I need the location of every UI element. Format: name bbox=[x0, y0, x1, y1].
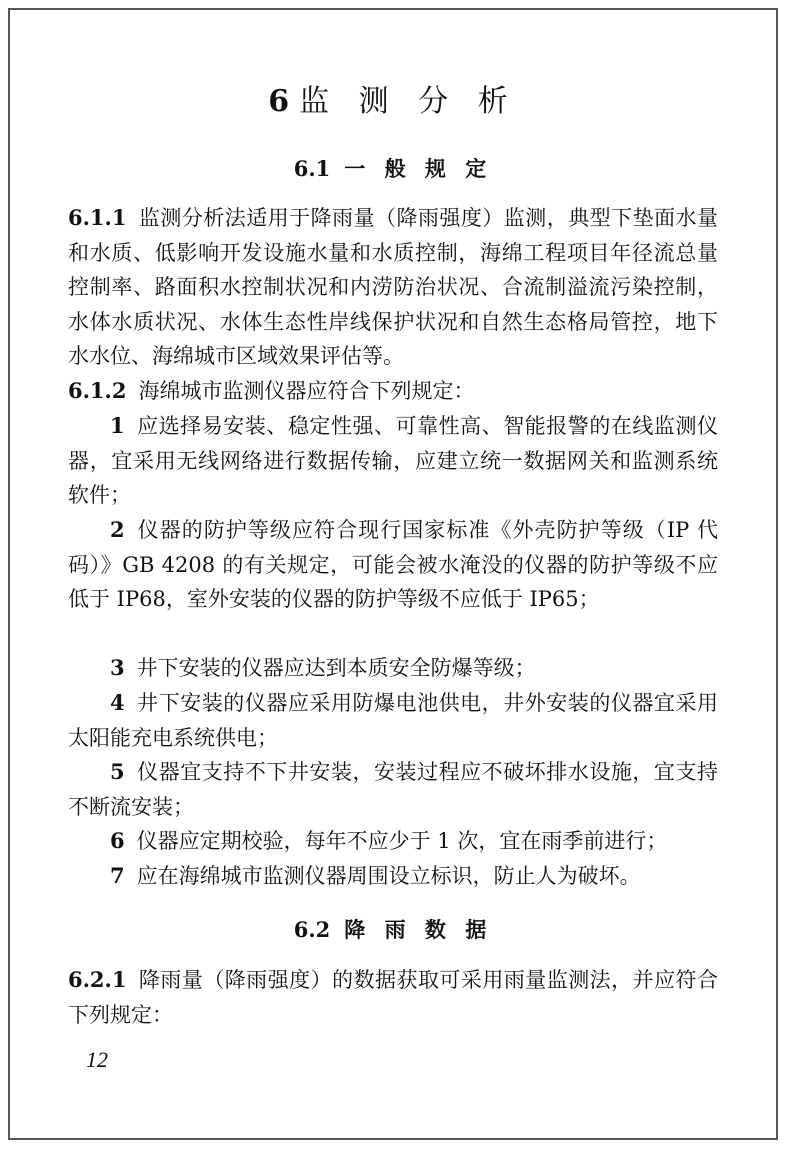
item-text: 应在海绵城市监测仪器周围设立标识，防止人为破坏。 bbox=[136, 864, 641, 888]
item-text: 仪器应定期校验，每年不应少于 1 次，宜在雨季前进行； bbox=[136, 829, 668, 853]
item-number: 6 bbox=[110, 828, 125, 853]
list-item-6 bbox=[68, 824, 718, 859]
item-number: 2 bbox=[110, 517, 125, 542]
list-item-1 bbox=[68, 409, 718, 513]
clause-number: 6.1.2 bbox=[68, 378, 127, 403]
list-item-4 bbox=[68, 686, 718, 755]
clause-number: 6.1.1 bbox=[68, 205, 127, 230]
item-text: 应选择易安装、稳定性强、可靠性高、智能报警的在线监测仪器，宜采用无线网络进行数据传输，应建立统一数据网关和监测系统软件； bbox=[68, 414, 718, 508]
clause-text: 海绵城市监测仪器应符合下列规定： bbox=[138, 379, 475, 403]
item-number: 3 bbox=[110, 655, 125, 680]
section-title-text: 一 般 规 定 bbox=[344, 156, 493, 181]
clause-6-1-1 bbox=[68, 201, 718, 374]
item-number: 5 bbox=[110, 759, 125, 784]
chapter-title bbox=[68, 82, 718, 122]
clause-text: 监测分析法适用于降雨量（降雨强度）监测，典型下垫面水量和水质、低影响开发设施水量和水质控制，海绵工程项目年径流总量控制率、路面积水控制状况和内涝防治状况、合流制溢流污染控制，水体水质状况、水体生态性岸线保护状况和自然生态格局管控，地下水水位、海绵城市区域效果评估等。 bbox=[68, 206, 718, 369]
clause-6-2-1 bbox=[68, 963, 718, 1032]
clause-text: 降雨量（降雨强度）的数据获取可采用雨量监测法，并应符合下列规定： bbox=[68, 968, 718, 1027]
list-item-7 bbox=[68, 859, 718, 894]
section-title-text: 降 雨 数 据 bbox=[344, 917, 493, 942]
clause-number: 6.2.1 bbox=[68, 967, 127, 992]
item-number: 1 bbox=[110, 413, 125, 438]
section-heading-6-2 bbox=[68, 915, 718, 945]
item-text: 仪器的防护等级应符合现行国家标准《外壳防护等级（IP 代码）》GB 4208 的有关规定，可能会被水淹没的仪器的防护等级不应低于 IP68，室外安装的仪器的防护等级不应低于 IP65； bbox=[68, 518, 718, 612]
item-number: 7 bbox=[110, 863, 125, 888]
chapter-number: 6 bbox=[268, 84, 290, 119]
section-heading-6-1 bbox=[68, 154, 718, 184]
item-text: 仪器宜支持不下井安装，安装过程应不破坏排水设施，宜支持不断流安装； bbox=[68, 760, 718, 819]
item-number: 4 bbox=[110, 690, 125, 715]
section-number: 6.2 bbox=[293, 917, 331, 942]
item-text: 井下安装的仪器应达到本质安全防爆等级； bbox=[136, 656, 536, 680]
list-item-3 bbox=[68, 651, 718, 686]
page-number: 12 bbox=[86, 1047, 108, 1072]
chapter-title-text: 监 测 分 析 bbox=[299, 84, 518, 119]
list-item-5 bbox=[68, 755, 718, 824]
section-number: 6.1 bbox=[293, 156, 331, 181]
item-text: 井下安装的仪器应采用防爆电池供电，井外安装的仪器宜采用太阳能充电系统供电； bbox=[68, 691, 718, 750]
list-item-2 bbox=[68, 513, 718, 617]
clause-6-1-2 bbox=[68, 374, 718, 409]
